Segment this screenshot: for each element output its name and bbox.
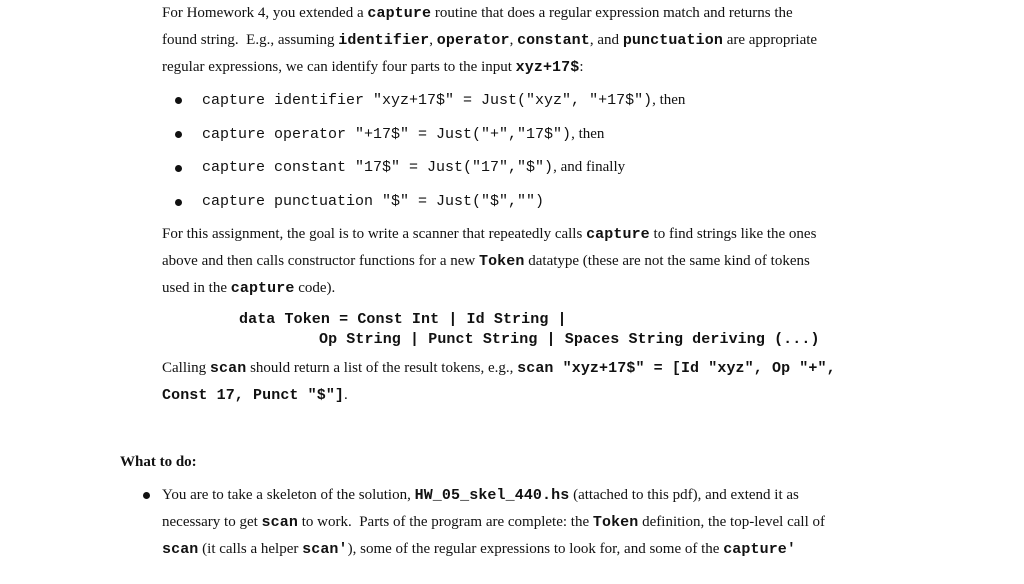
calling-line-2 [162, 386, 348, 405]
code-capture-constant: capture constant "17$" = Just("17","$") [202, 159, 554, 176]
code-constant: constant [517, 32, 590, 49]
code-capture-identifier: capture identifier "xyz+17$" = Just("xyz", "+17$") [202, 92, 653, 109]
what-to-do-heading: What to do: [120, 454, 197, 470]
text: . [344, 387, 348, 403]
code-scan: scan [162, 541, 199, 558]
text: to find strings like the ones [649, 226, 817, 242]
text: , and [589, 32, 623, 48]
code-input: xyz+17$ [515, 59, 580, 76]
code-capture-punctuation: capture punctuation "$" = Just("$","") [202, 193, 545, 210]
text: (attached to this pdf), and extend it as [569, 487, 799, 503]
text: used in the [162, 280, 231, 296]
code-scan: scan [261, 514, 298, 531]
code-scan-helper: scan' [302, 541, 348, 558]
bullet-icon [175, 165, 182, 172]
code-operator: operator [436, 32, 510, 49]
text: , [509, 32, 518, 48]
text: above and then calls constructor functions for a new [162, 253, 479, 269]
code-capture-helper: capture' [723, 541, 797, 558]
code-scan-example-cont: Const 17, Punct "$"] [162, 387, 345, 404]
code-identifier: identifier [338, 32, 430, 49]
text: ), some of the regular expressions to look for, and some of the [347, 541, 724, 557]
code-capture: capture [230, 280, 295, 297]
assignment-line-2 [162, 252, 810, 271]
capture-item [202, 91, 685, 110]
text: definition, the top-level call of [638, 514, 825, 530]
text: , then [571, 126, 605, 142]
todo-line-1 [162, 486, 799, 505]
code-token: Token [478, 253, 525, 270]
bullet-icon [175, 97, 182, 104]
text: found string. E.g., assuming [162, 32, 339, 48]
text: to work. Parts of the program are complete: the [297, 514, 593, 530]
bullet-icon [143, 492, 150, 499]
capture-item [202, 192, 544, 211]
todo-line-2 [162, 513, 825, 532]
intro-line-2 [162, 31, 817, 50]
text: necessary to get [162, 514, 262, 530]
text: For this assignment, the goal is to write a scanner that repeatedly calls [162, 226, 587, 242]
text: datatype (these are not the same kind of tokens [524, 253, 810, 269]
calling-line-1 [162, 359, 836, 378]
bullet-icon [175, 131, 182, 138]
text: are appropriate [722, 32, 818, 48]
capture-item [202, 158, 625, 177]
code-scan-example: scan "xyz+17$" = [Id "xyz", Op "+", [517, 360, 836, 377]
text: (it calls a helper [198, 541, 303, 557]
code-capture: capture [586, 226, 650, 243]
text: For Homework 4, you extended a [162, 5, 368, 21]
intro-line-1 [162, 4, 793, 23]
code-block-line-2: Op String | Punct String | Spaces String deriving (...) [319, 331, 820, 348]
text: routine that does a regular expression match and returns the [431, 5, 793, 21]
code-token: Token [592, 514, 639, 531]
text: , then [652, 92, 686, 108]
code-punctuation: punctuation [622, 32, 723, 49]
text: regular expressions, we can identify four parts to the input [162, 59, 516, 75]
todo-line-3 [162, 540, 796, 559]
assignment-line-1 [162, 225, 816, 244]
text: Calling [162, 360, 210, 376]
text: , and finally [553, 159, 626, 175]
capture-item [202, 125, 604, 144]
text: code). [294, 280, 336, 296]
code-filename: HW_05_skel_440.hs [414, 487, 570, 504]
bullet-icon [175, 199, 182, 206]
text: You are to take a skeleton of the solution, [162, 487, 415, 503]
assignment-line-3 [162, 279, 335, 298]
code-capture: capture [367, 5, 432, 22]
code-scan: scan [209, 360, 247, 377]
code-capture-operator: capture operator "+17$" = Just("+","17$") [202, 126, 572, 143]
text: should return a list of the result tokens, e.g., [246, 360, 518, 376]
text: : [579, 59, 584, 75]
code-block-line-1: data Token = Const Int | Id String | [239, 311, 567, 328]
intro-line-3 [162, 58, 584, 77]
text: , [429, 32, 437, 48]
